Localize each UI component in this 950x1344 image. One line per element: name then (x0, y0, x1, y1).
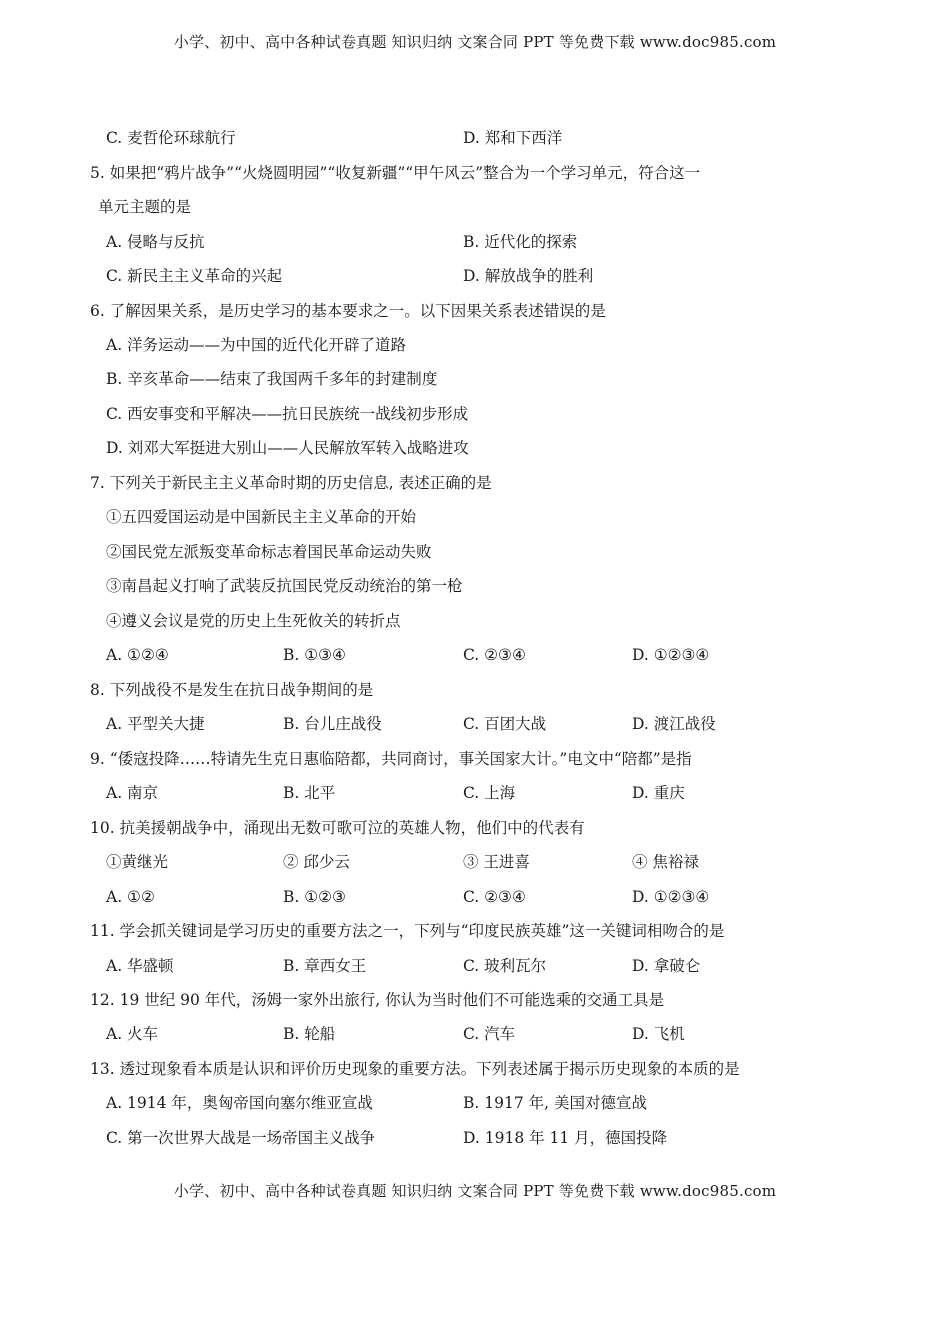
q11-stem: 11. 学会抓关键词是学习历史的重要方法之一，下列与“印度民族英雄”这一关键词相吻合的是 (90, 922, 725, 940)
q10-option-b: B. ①②③ (283, 888, 346, 906)
q12-option-b: B. 轮船 (283, 1025, 336, 1043)
q10-item-3: ③ 王进喜 (463, 853, 530, 871)
q10-item-2: ② 邱少云 (283, 853, 350, 871)
q4-option-c: C. 麦哲伦环球航行 (106, 129, 236, 147)
page-header: 小学、初中、高中各种试卷真题 知识归纳 文案合同 PPT 等免费下载 www.doc985.com (173, 33, 777, 51)
q10-item-1: ①黄继光 (106, 853, 169, 871)
q10-option-c: C. ②③④ (463, 888, 526, 906)
q5-option-a: A. 侵略与反抗 (106, 233, 205, 251)
q5-option-c: C. 新民主主义革命的兴起 (106, 267, 283, 285)
q6-option-d: D. 刘邓大军挺进大别山——人民解放军转入战略进攻 (106, 439, 469, 457)
q13-option-b: B. 1917 年, 美国对德宣战 (463, 1094, 647, 1112)
q6-option-a: A. 洋务运动——为中国的近代化开辟了道路 (106, 336, 407, 354)
q6-option-b: B. 辛亥革命——结束了我国两千多年的封建制度 (106, 370, 438, 388)
q10-option-a: A. ①② (106, 888, 155, 906)
q12-option-d: D. 飞机 (632, 1025, 685, 1043)
q5-stem-cont: 单元主题的是 (98, 198, 192, 216)
q6-stem: 6. 了解因果关系，是历史学习的基本要求之一。以下因果关系表述错误的是 (90, 302, 606, 320)
page-footer: 小学、初中、高中各种试卷真题 知识归纳 文案合同 PPT 等免费下载 www.doc985.com (173, 1182, 777, 1200)
q5-option-d: D. 解放战争的胜利 (463, 267, 594, 285)
q12-stem: 12. 19 世纪 90 年代，汤姆一家外出旅行, 你认为当时他们不可能选乘的交通工具是 (90, 991, 665, 1009)
q7-statement-4: ④遵义会议是党的历史上生死攸关的转折点 (106, 612, 401, 630)
q8-option-a: A. 平型关大捷 (106, 715, 205, 733)
q5-stem: 5. 如果把“鸦片战争”“火烧圆明园”“收复新疆”“甲午风云”整合为一个学习单元，符合这一 (90, 164, 701, 182)
q9-option-d: D. 重庆 (632, 784, 685, 802)
q6-option-c: C. 西安事变和平解决——抗日民族统一战线初步形成 (106, 405, 469, 423)
q7-statement-2: ②国民党左派叛变革命标志着国民革命运动失败 (106, 543, 432, 561)
q7-option-b: B. ①③④ (283, 646, 346, 664)
q13-stem: 13. 透过现象看本质是认识和评价历史现象的重要方法。下列表述属于揭示历史现象的本质的是 (90, 1060, 740, 1078)
q5-option-b: B. 近代化的探索 (463, 233, 578, 251)
q9-option-c: C. 上海 (463, 784, 516, 802)
q7-stem: 7. 下列关于新民主主义革命时期的历史信息, 表述正确的是 (90, 474, 492, 492)
q12-option-a: A. 火车 (106, 1025, 159, 1043)
q8-option-c: C. 百团大战 (463, 715, 547, 733)
q8-option-b: B. 台儿庄战役 (283, 715, 382, 733)
q9-stem: 9. “倭寇投降……特请先生克日惠临陪都，共同商讨，事关国家大计。”电文中“陪都”是指 (90, 750, 692, 768)
q8-stem: 8. 下列战役不是发生在抗日战争期间的是 (90, 681, 374, 699)
q10-stem: 10. 抗美援朝战争中，涌现出无数可歌可泣的英雄人物，他们中的代表有 (90, 819, 585, 837)
q11-option-b: B. 章西女王 (283, 957, 367, 975)
q7-option-a: A. ①②④ (106, 646, 169, 664)
q13-option-a: A. 1914 年，奥匈帝国向塞尔维亚宣战 (106, 1094, 373, 1112)
q11-option-a: A. 华盛顿 (106, 957, 174, 975)
q9-option-a: A. 南京 (106, 784, 159, 802)
q10-item-4: ④ 焦裕禄 (632, 853, 699, 871)
q7-statement-3: ③南昌起义打响了武装反抗国民党反动统治的第一枪 (106, 577, 463, 595)
q7-option-d: D. ①②③④ (632, 646, 710, 664)
q13-option-d: D. 1918 年 11 月，德国投降 (463, 1129, 668, 1147)
q8-option-d: D. 渡江战役 (632, 715, 716, 733)
q13-option-c: C. 第一次世界大战是一场帝国主义战争 (106, 1129, 376, 1147)
q10-option-d: D. ①②③④ (632, 888, 710, 906)
q9-option-b: B. 北平 (283, 784, 336, 802)
q7-option-c: C. ②③④ (463, 646, 526, 664)
q7-statement-1: ①五四爱国运动是中国新民主主义革命的开始 (106, 508, 417, 526)
q12-option-c: C. 汽车 (463, 1025, 516, 1043)
q4-option-d: D. 郑和下西洋 (463, 129, 563, 147)
q11-option-c: C. 玻利瓦尔 (463, 957, 547, 975)
q11-option-d: D. 拿破仑 (632, 957, 701, 975)
